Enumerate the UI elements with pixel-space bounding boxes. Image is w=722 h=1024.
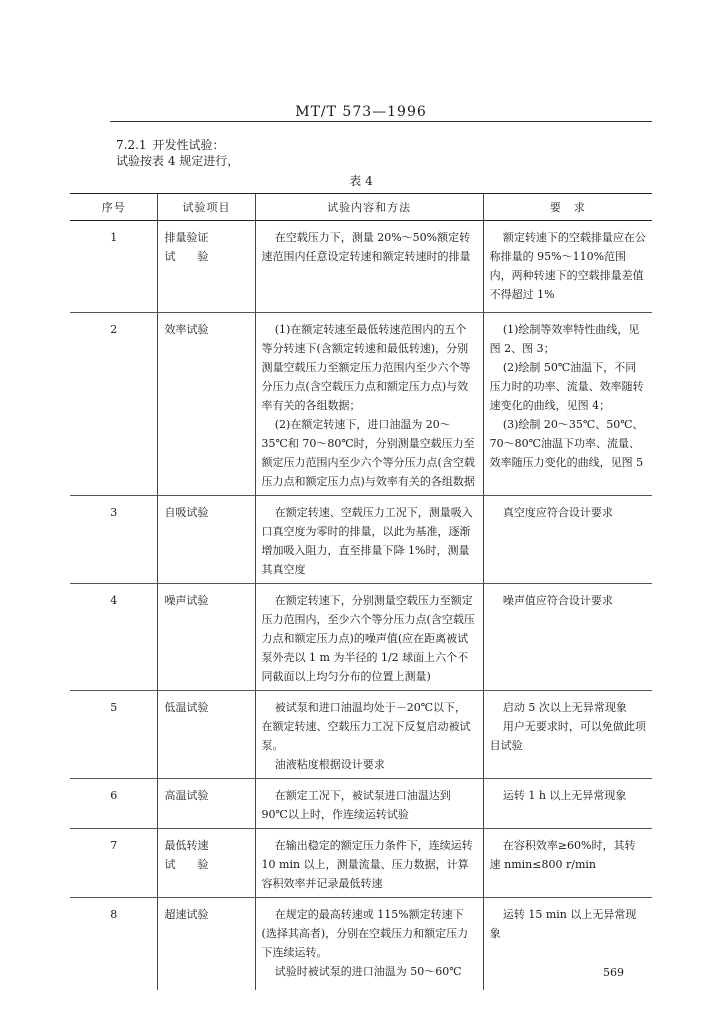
table-header-row: [70, 194, 652, 221]
method-paragraph: 在额定转速、空载压力工况下，测量吸入口真空度为零时的排量，以此为基准，逐渐增加吸入阻力，直至排量下降 1%时，测量其真空度: [261, 506, 473, 576]
test-method: [255, 691, 483, 779]
table-row: [70, 691, 652, 779]
page-number: 569: [603, 966, 624, 979]
table-row: [70, 584, 652, 691]
test-item: 低温试验: [158, 691, 255, 779]
test-item: 超速试验: [158, 898, 255, 990]
test-method: [255, 779, 483, 829]
requirement-paragraph: 用户无要求时，可以免做此项目试验: [489, 720, 646, 752]
method-paragraph: 被试泵和进口油温均处于－20℃以下，在额定转速、空载压力工况下反复启动被试泵。: [261, 701, 471, 752]
test-requirement: [483, 584, 652, 691]
requirement-paragraph: 额定转速下的空载排量应在公称排量的 95%～110%范围内，两种转速下的空载排量差值不得超过 1%: [489, 231, 646, 301]
test-method: [255, 221, 483, 313]
row-number: 5: [70, 691, 158, 779]
test-method: [255, 313, 483, 496]
test-method: [255, 496, 483, 584]
test-item: 排量验证 试 验: [158, 221, 255, 313]
section-number: 7.2.1: [116, 138, 147, 152]
method-paragraph: 油液粘度根据设计要求: [274, 758, 385, 771]
table-caption: 表 4: [349, 174, 373, 188]
row-number: 6: [70, 779, 158, 829]
section-heading: [116, 136, 225, 153]
row-number: 3: [70, 496, 158, 584]
test-method: [255, 584, 483, 691]
test-item: 高温试验: [158, 779, 255, 829]
test-requirement: [483, 829, 652, 898]
header-method: 试验内容和方法: [255, 194, 483, 221]
row-number: 8: [110, 908, 118, 921]
method-paragraph: 在输出稳定的额定压力条件下，连续运转 10 min 以上，测量流量、压力数据，计算容积效率并记录最低转速: [261, 839, 473, 890]
test-method: [255, 829, 483, 898]
method-paragraph: 在额定工况下，被试泵进口油温达到 90℃以上时，作连续运转试验: [261, 789, 451, 821]
standard-number: MT/T 573—1996: [295, 104, 427, 120]
section-note: 试验按表 4 规定进行，: [116, 154, 240, 168]
requirement-paragraph: 在容积效率≥60%时，其转速 nmin≤800 r/min: [489, 839, 636, 871]
test-requirement: [483, 496, 652, 584]
method-paragraph: 试验时被试泵的进口油温为 50～60℃: [274, 965, 462, 978]
table-row: [70, 898, 652, 990]
table-body: [70, 221, 652, 990]
table-row: [70, 779, 652, 829]
test-item: 最低转速 试 验: [158, 829, 255, 898]
method-paragraph: 在空载压力下，测量 20%～50%额定转速范围内任意设定转速和额定转速时的排量: [261, 231, 471, 263]
row-number: 2: [70, 313, 158, 496]
header-no: 序号: [70, 194, 158, 221]
test-requirement: [483, 221, 652, 313]
requirement-paragraph: 噪声值应符合设计要求: [502, 594, 613, 607]
row-number: 7: [70, 829, 158, 898]
row-number: 1: [70, 221, 158, 313]
test-item: 效率试验: [158, 313, 255, 496]
method-paragraph: (1)在额定转速至最低转速范围内的五个等分转速下(含额定转速和最低转速)，分别测量空载压力至额定压力范围内至少六个等分压力点(含空载压力点和额定压力点)与效率有关的各组数据；: [261, 323, 471, 412]
row-number: 4: [70, 584, 158, 691]
requirement-paragraph: (1)绘制等效率特性曲线，见图 2、图 3；: [489, 323, 640, 355]
method-paragraph: (2)在额定转速下，进口油温为 20～35℃和 70～80℃时，分别测量空载压力至额定压力范围内至少六个等分压力点(含空载压力点和额定压力点)与效率有关的各组数据: [261, 418, 475, 488]
header-rule: [110, 121, 652, 122]
method-paragraph: 在规定的最高转速或 115%额定转速下(选择其高者)，分别在空载压力和额定压力下连续运转。: [261, 908, 469, 959]
table-row: [70, 496, 652, 584]
requirement-paragraph: 运转 15 min 以上无异常现象: [489, 908, 637, 940]
test-requirement: [483, 691, 652, 779]
section-title: 开发性试验：: [152, 138, 225, 152]
test-spec-table: [70, 193, 652, 990]
test-requirement: [483, 313, 652, 496]
requirement-paragraph: (2)绘制 50℃油温下，不同压力时的功率、流量、效率随转速变化的曲线，见图 4；: [489, 361, 644, 412]
test-method: [255, 898, 483, 990]
table-row: [70, 829, 652, 898]
test-item: 自吸试验: [158, 496, 255, 584]
requirement-paragraph: 启动 5 次以上无异常现象: [502, 701, 627, 714]
test-requirement: [483, 898, 652, 990]
method-paragraph: 在额定转速下，分别测量空载压力至额定压力范围内，至少六个等分压力点(含空载压力点和额定压力点)的噪声值(应在距离被试泵外壳以 1 m 为半径的 1/2 球面上六个不同截面以上均匀分布的位置上测量): [261, 594, 475, 683]
header-requirement: 要 求: [483, 194, 652, 221]
requirement-paragraph: (3)绘制 20～35℃、50℃、70～80℃油温下功率、流量、效率随压力变化的曲线，见图 5: [489, 418, 644, 469]
requirement-paragraph: 真空度应符合设计要求: [502, 506, 613, 519]
table-row: [70, 221, 652, 313]
table-row: [70, 313, 652, 496]
requirement-paragraph: 运转 1 h 以上无异常现象: [502, 789, 627, 802]
header-item: 试验项目: [158, 194, 255, 221]
test-requirement: [483, 779, 652, 829]
test-item: 噪声试验: [158, 584, 255, 691]
